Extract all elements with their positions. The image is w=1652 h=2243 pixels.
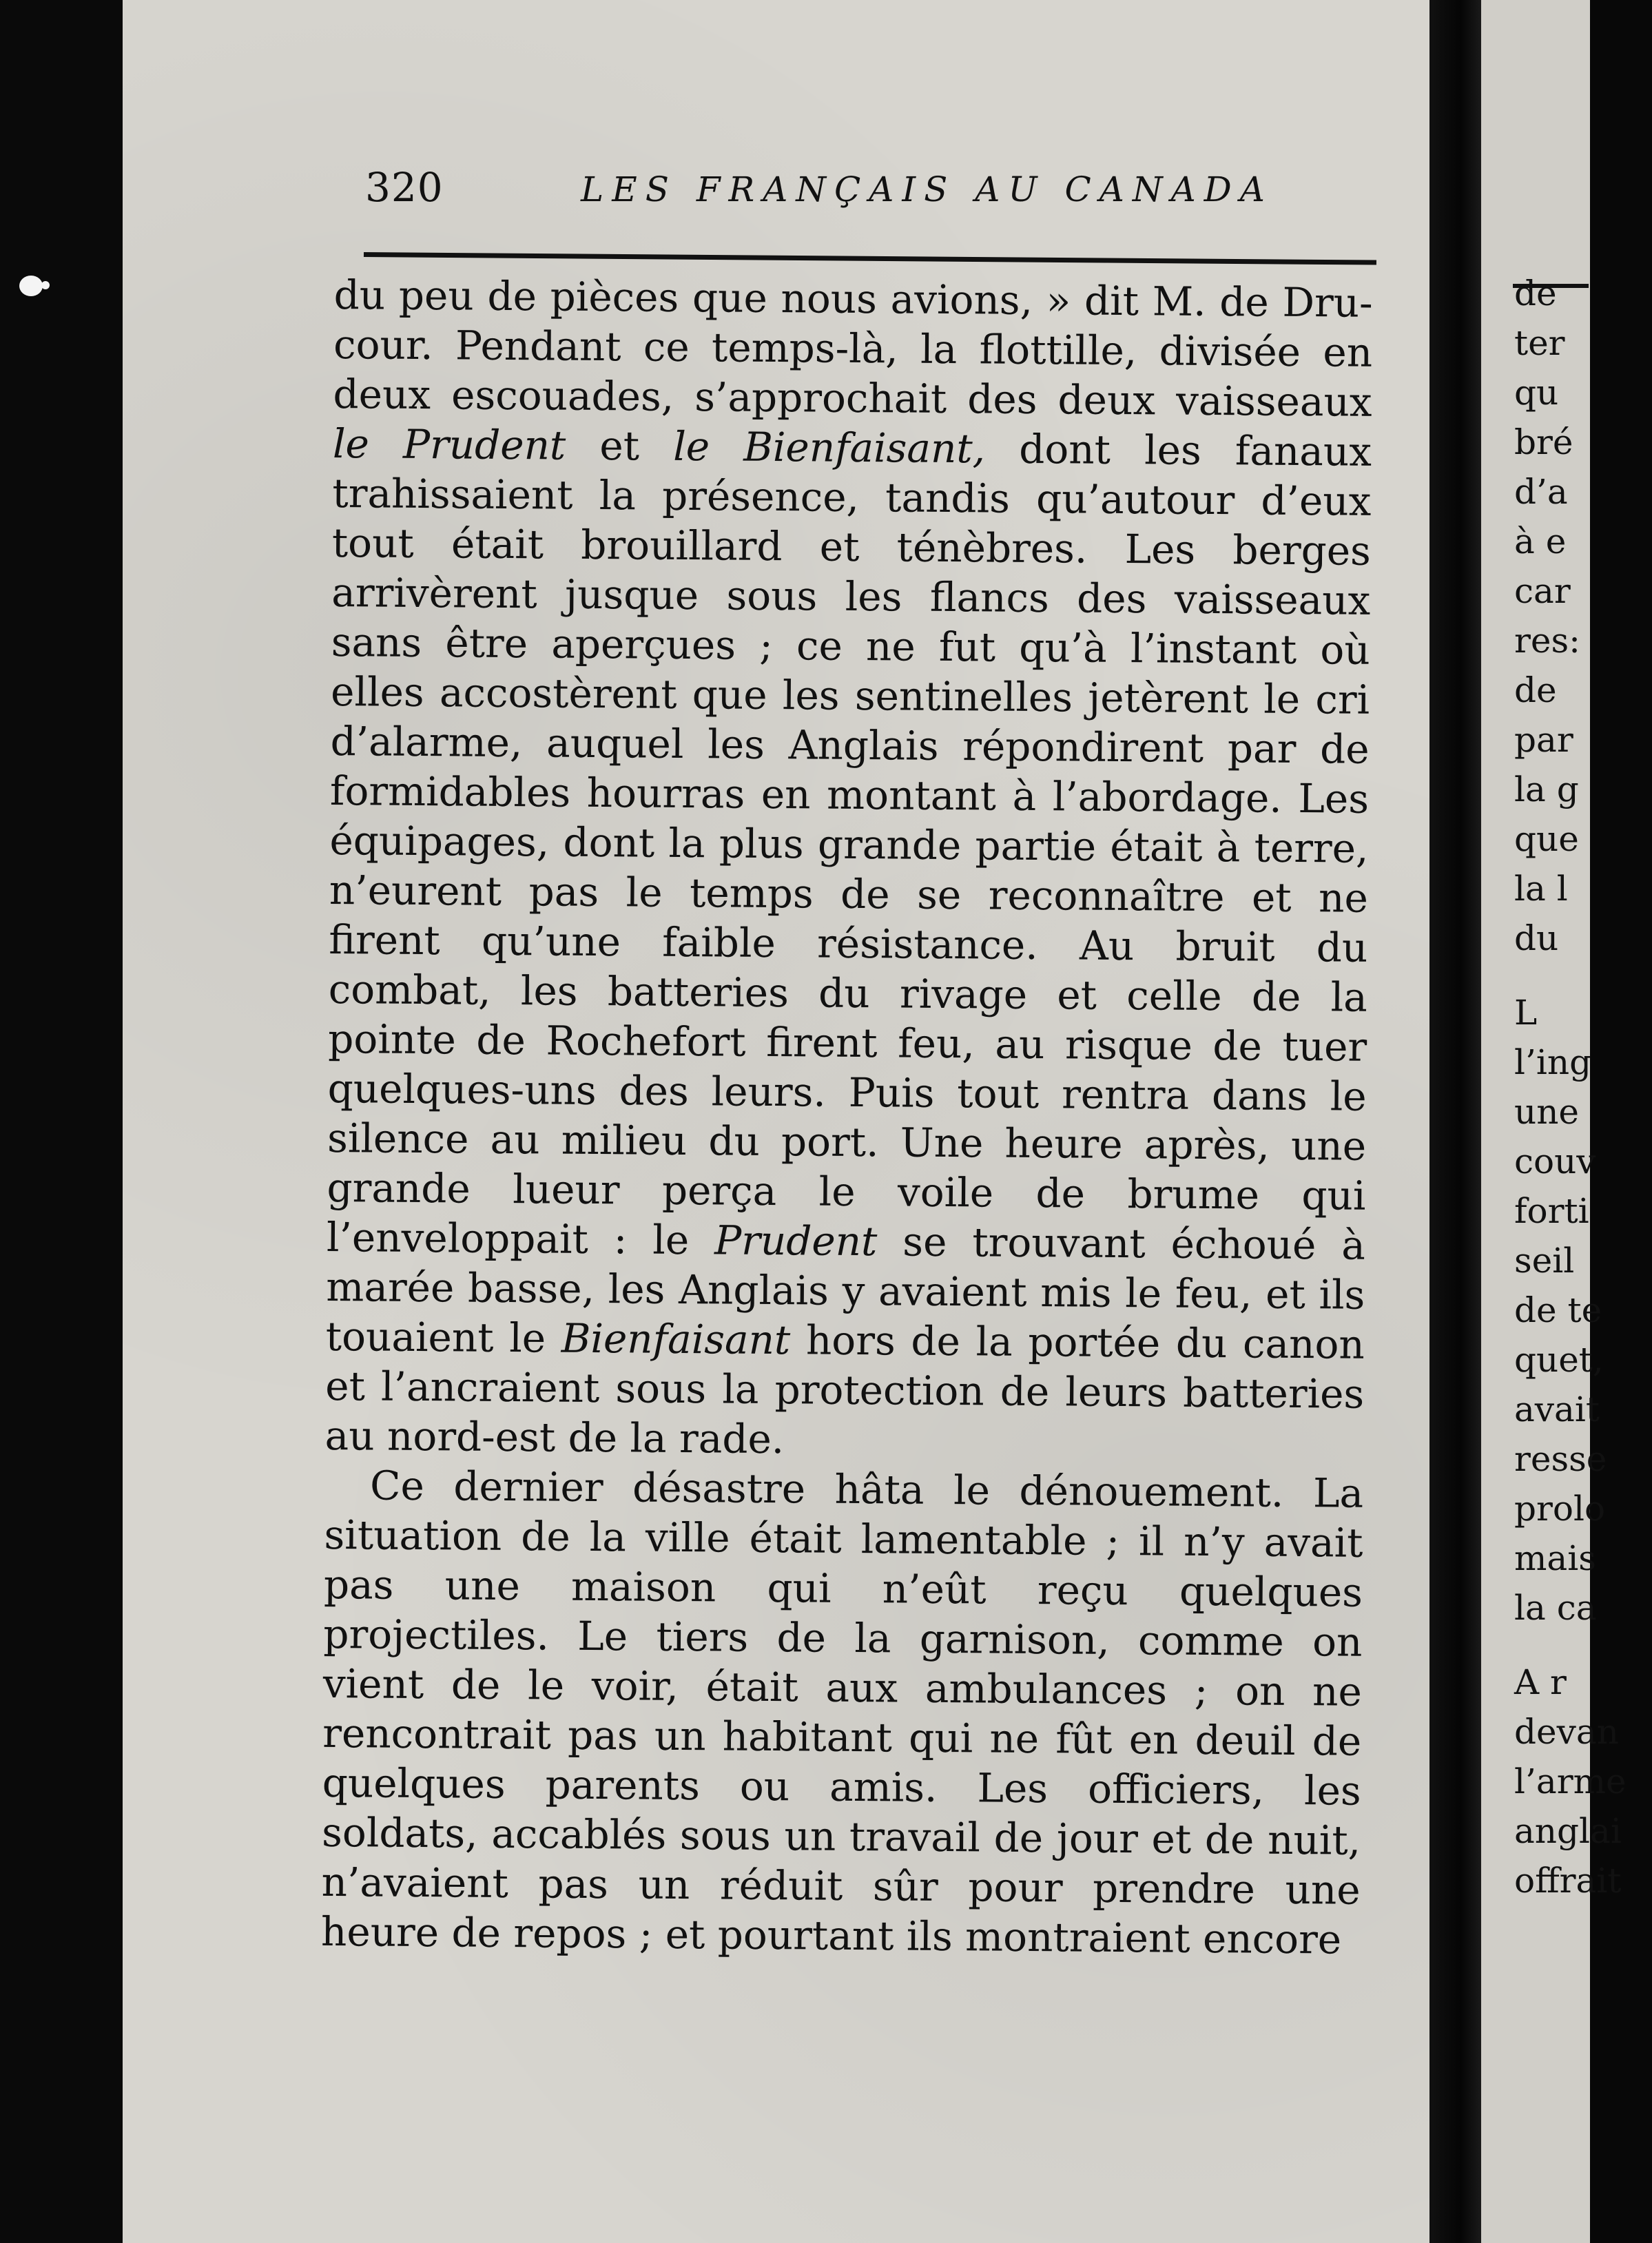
- italic-ship-name: Prudent: [714, 1217, 878, 1265]
- facing-page-line: A r: [1514, 1662, 1567, 1702]
- facing-page-line: de te: [1514, 1290, 1602, 1330]
- facing-page-line: devan: [1514, 1712, 1619, 1752]
- facing-page-line: mais: [1514, 1538, 1596, 1578]
- facing-page-line: la g: [1514, 769, 1579, 809]
- facing-page-line: du: [1514, 918, 1559, 958]
- facing-page-line: avait: [1514, 1389, 1600, 1429]
- text-run: se trouvant échoué à marée basse, les Anglais y avaient mis le feu, et ils touaient le: [325, 1218, 1366, 1362]
- facing-page-line: forti: [1514, 1191, 1589, 1231]
- facing-page-line: couv: [1514, 1141, 1596, 1181]
- facing-page-line: offrait: [1514, 1861, 1622, 1901]
- facing-page-line: ter: [1514, 323, 1565, 363]
- text-run: dont les fanaux trahissaient la présence, tandis qu’autour d’eux tout était brouillard et ténèbres. Les berges arrivèrent jusque sous les flancs des vaisseaux sans être aperçues ; ce ne fut qu’à l’instant où elles accostèrent que les sentinelles jetèrent le cri d’alarme, auquel les Anglais répondirent par de formidables hourras en montant à l’abordage. Les équipages, dont la plus grande partie était à terre, n’eurent pas le temps de se reconnaître et ne firent qu’une faible résistance. Au bruit du combat, les batteries du rivage et celle de la pointe de Rochefort firent feu, au risque de tuer quelques-uns des leurs. Puis tout rentra dans le silence au milieu du port. Une heure après, une grande lueur perça le voile de brume qui l’enveloppait : le: [326, 425, 1372, 1264]
- page-number: 320: [365, 164, 444, 211]
- facing-page-line: qu: [1514, 373, 1559, 413]
- facing-page-line: quet,: [1514, 1340, 1604, 1380]
- paragraph: Ce dernier désastre hâta le dénouement. La situation de la ville était lamentable ; il n’y avait pas une maison qui n’eût reçu quelques projectiles. Le tiers de la garnison, comme on vient de le voir, était aux ambulances ; on ne rencontrait pas un habitant qui ne fût en deuil de quelques parents ou amis. Les officiers, les soldats, accablés sous un travail de jour et de nuit, n’avaient pas un réduit sûr pour prendre une heure de repos ; et pourtant ils montraient encore: [320, 1462, 1364, 1963]
- left-margin-strip: [0, 0, 121, 2243]
- facing-page-line: L: [1514, 993, 1538, 1033]
- paragraph: [324, 270, 1373, 1469]
- body-text: [321, 270, 1373, 1965]
- facing-page-line: par: [1514, 720, 1573, 760]
- facing-page-line: seil: [1514, 1241, 1575, 1281]
- line-gap: [1514, 1633, 1652, 1657]
- italic-ship-name: le Prudent: [332, 420, 566, 469]
- facing-page-line: prolo: [1514, 1489, 1606, 1529]
- page-gutter: [1429, 0, 1481, 2243]
- text-run: hors de la portée du canon et l’ancraient sous la protection de leurs batteries au nord-est de la rade.: [324, 1316, 1365, 1463]
- facing-page-line: de: [1514, 273, 1557, 313]
- facing-page-line: bré: [1514, 422, 1573, 462]
- facing-page-line: la l: [1514, 869, 1568, 909]
- facing-page-line: à e: [1514, 521, 1567, 561]
- facing-page-line: une: [1514, 1092, 1579, 1132]
- scan-speck: [41, 281, 50, 289]
- facing-page-line: de: [1514, 670, 1557, 710]
- running-title: LES FRANÇAIS AU CANADA: [581, 169, 1273, 209]
- facing-page-text: [1514, 269, 1652, 1905]
- page-header: [241, 164, 1378, 226]
- line-gap: [1514, 963, 1652, 988]
- facing-page-line: l’ing: [1514, 1042, 1592, 1082]
- text-run: et: [566, 422, 674, 470]
- text-run: du peu de pièces que nous avions, » dit M. de Drucour. Pendant ce temps-là, la flottille, divisée en deux escouades, s’approchait des deux vaisseaux: [333, 271, 1373, 426]
- facing-page-line: car: [1514, 571, 1571, 611]
- facing-page-line: anglai: [1514, 1811, 1622, 1851]
- facing-page-line: d’a: [1514, 472, 1568, 512]
- scan-speck: [19, 276, 43, 296]
- italic-ship-name: le Bienfaisant,: [672, 422, 986, 473]
- facing-page-line: resse: [1514, 1439, 1607, 1479]
- facing-page-line: la ca: [1514, 1588, 1597, 1628]
- facing-page-line: res:: [1514, 621, 1580, 661]
- facing-page-line: l’arme: [1514, 1761, 1627, 1801]
- facing-page-line: que: [1514, 819, 1579, 859]
- italic-ship-name: Bienfaisant: [561, 1314, 791, 1364]
